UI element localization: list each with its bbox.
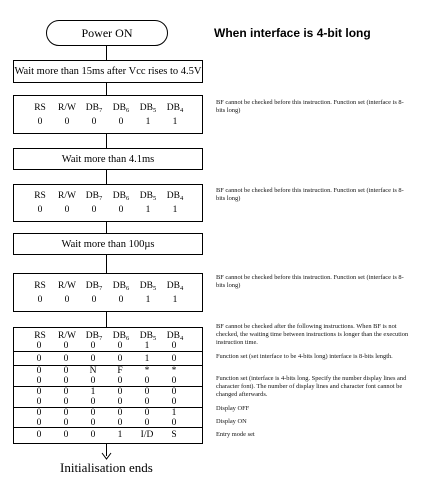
header-db6: $DB_6$ bbox=[112, 331, 130, 342]
header-db6: $DB_6$ bbox=[112, 103, 130, 114]
note-4d: Display OFF bbox=[216, 405, 250, 412]
value-cell: 0 bbox=[118, 205, 124, 215]
final-cell: 0 bbox=[90, 430, 96, 440]
function-set-box-3 bbox=[13, 273, 203, 312]
flow-connector bbox=[106, 222, 107, 233]
power-on-terminal: Power ON bbox=[46, 20, 168, 46]
final-cell: * bbox=[144, 366, 150, 376]
value-cell: 1 bbox=[145, 117, 151, 127]
final-cell: 0 bbox=[36, 376, 42, 386]
value-cell: 0 bbox=[64, 117, 70, 127]
value-cell: 0 bbox=[91, 205, 97, 215]
initialisation-ends-label: Initialisation ends bbox=[60, 460, 153, 475]
header-rw: R/W bbox=[58, 331, 76, 341]
final-cell: 0 bbox=[90, 418, 96, 428]
final-cell: 0 bbox=[171, 341, 177, 351]
header-db7: $DB_7$ bbox=[85, 191, 103, 202]
note-4e: Display ON bbox=[216, 418, 247, 425]
value-cell: 0 bbox=[37, 295, 43, 305]
final-cell: 0 bbox=[36, 430, 42, 440]
final-cell: 0 bbox=[36, 366, 42, 376]
wait-vcc-step: Wait more than 15ms after Vcc rises to 4.5V bbox=[13, 60, 203, 83]
header-db7: $DB_7$ bbox=[85, 331, 103, 342]
final-cell: 1 bbox=[144, 354, 150, 364]
final-cell: 0 bbox=[90, 408, 96, 418]
note-3: BF cannot be checked before this instruction. Function set (interface is 8-bits long) bbox=[216, 274, 404, 289]
function-set-box-1 bbox=[13, 95, 203, 134]
final-cell: 0 bbox=[171, 387, 177, 397]
flow-connector bbox=[106, 170, 107, 184]
value-cell: 0 bbox=[64, 205, 70, 215]
value-cell: 0 bbox=[118, 117, 124, 127]
note-4c: Function set (interface is 4-bits long. Specify the number display lines and character font). The number of display lines and character font cannot be changed afterwards. bbox=[216, 375, 407, 398]
header-db7: $DB_7$ bbox=[85, 103, 103, 114]
flow-connector bbox=[106, 312, 107, 327]
final-cell: 1 bbox=[117, 430, 123, 440]
final-cell: 0 bbox=[171, 354, 177, 364]
header-rs: RS bbox=[34, 191, 46, 201]
note-4b: Function set (set interface to be 4-bits long) interface is 8-bits length. bbox=[216, 353, 393, 360]
final-cell: 0 bbox=[117, 354, 123, 364]
final-cell: 0 bbox=[63, 366, 69, 376]
final-cell: 0 bbox=[63, 397, 69, 407]
final-cell: 0 bbox=[63, 430, 69, 440]
final-cell: 0 bbox=[36, 397, 42, 407]
value-cell: 0 bbox=[37, 205, 43, 215]
final-cell: 0 bbox=[63, 354, 69, 364]
final-cell: 0 bbox=[36, 387, 42, 397]
final-cell: N bbox=[89, 366, 97, 376]
value-cell: 1 bbox=[145, 295, 151, 305]
final-cell: 0 bbox=[117, 408, 123, 418]
final-cell: 0 bbox=[117, 376, 123, 386]
wait-4-1ms-step: Wait more than 4.1ms bbox=[13, 148, 203, 170]
final-cell: 0 bbox=[63, 418, 69, 428]
header-db7: $DB_7$ bbox=[85, 281, 103, 292]
final-cell: 0 bbox=[144, 408, 150, 418]
final-cell: 0 bbox=[117, 341, 123, 351]
wait-100us-step: Wait more than 100µs bbox=[13, 233, 203, 255]
final-cell: 0 bbox=[63, 387, 69, 397]
final-cell: 0 bbox=[117, 397, 123, 407]
final-cell: 0 bbox=[171, 376, 177, 386]
header-rs: RS bbox=[34, 103, 46, 113]
final-cell: 0 bbox=[171, 418, 177, 428]
value-cell: 1 bbox=[145, 205, 151, 215]
header-db4: $DB_4$ bbox=[166, 281, 184, 292]
header-rw: R/W bbox=[58, 191, 76, 201]
note-2: BF cannot be checked before this instruction. Function set (interface is 8-bits long) bbox=[216, 187, 404, 202]
value-cell: 0 bbox=[91, 117, 97, 127]
header-db4: $DB_4$ bbox=[166, 103, 184, 114]
header-db4: $DB_4$ bbox=[166, 331, 184, 342]
header-rw: R/W bbox=[58, 103, 76, 113]
header-db5: $DB_5$ bbox=[139, 103, 157, 114]
final-cell: 0 bbox=[63, 376, 69, 386]
value-cell: 1 bbox=[172, 295, 178, 305]
final-cell: 0 bbox=[63, 341, 69, 351]
flow-connector bbox=[106, 44, 107, 60]
final-cell: F bbox=[117, 366, 123, 376]
value-cell: 1 bbox=[172, 205, 178, 215]
header-db4: $DB_4$ bbox=[166, 191, 184, 202]
final-cell: 0 bbox=[36, 341, 42, 351]
final-cell: 0 bbox=[90, 354, 96, 364]
final-cell: 0 bbox=[90, 341, 96, 351]
flow-connector bbox=[106, 255, 107, 273]
final-cell: 0 bbox=[144, 397, 150, 407]
final-cell: 0 bbox=[36, 418, 42, 428]
final-cell: * bbox=[171, 366, 177, 376]
note-1: BF cannot be checked before this instruction. Function set (interface is 8-bits long) bbox=[216, 99, 404, 114]
final-cell: 0 bbox=[117, 387, 123, 397]
header-rw: R/W bbox=[58, 281, 76, 291]
header-db5: $DB_5$ bbox=[139, 331, 157, 342]
final-cell: 0 bbox=[90, 376, 96, 386]
flow-connector bbox=[106, 134, 107, 148]
flow-connector bbox=[106, 83, 107, 95]
note-4a: BF cannot be checked after the following instructions. When BF is not checked, the waiting time between instructions is longer than the execution instruction time. bbox=[216, 323, 409, 346]
value-cell: 0 bbox=[91, 295, 97, 305]
final-cell: I/D bbox=[140, 430, 154, 440]
final-cell: 0 bbox=[144, 387, 150, 397]
note-4f: Entry mode set bbox=[216, 431, 255, 438]
value-cell: 0 bbox=[118, 295, 124, 305]
header-db5: $DB_5$ bbox=[139, 191, 157, 202]
header-db6: $DB_6$ bbox=[112, 281, 130, 292]
final-cell: 0 bbox=[117, 418, 123, 428]
interface-heading: When interface is 4-bit long bbox=[214, 26, 371, 40]
final-cell: 0 bbox=[36, 354, 42, 364]
function-set-box-2 bbox=[13, 184, 203, 222]
value-cell: 0 bbox=[64, 295, 70, 305]
value-cell: 1 bbox=[172, 117, 178, 127]
final-cell: 0 bbox=[144, 418, 150, 428]
value-cell: 0 bbox=[37, 117, 43, 127]
final-cell: 0 bbox=[90, 397, 96, 407]
final-cell: 0 bbox=[171, 397, 177, 407]
final-cell: 1 bbox=[171, 408, 177, 418]
arrow-down-icon bbox=[101, 452, 112, 460]
header-rs: RS bbox=[34, 281, 46, 291]
final-cell: 0 bbox=[63, 408, 69, 418]
final-cell: 1 bbox=[144, 341, 150, 351]
header-rs: RS bbox=[34, 331, 46, 341]
final-cell: 0 bbox=[36, 408, 42, 418]
final-cell: S bbox=[171, 430, 177, 440]
final-cell: 1 bbox=[90, 387, 96, 397]
final-cell: 0 bbox=[144, 376, 150, 386]
header-db5: $DB_5$ bbox=[139, 281, 157, 292]
header-db6: $DB_6$ bbox=[112, 191, 130, 202]
